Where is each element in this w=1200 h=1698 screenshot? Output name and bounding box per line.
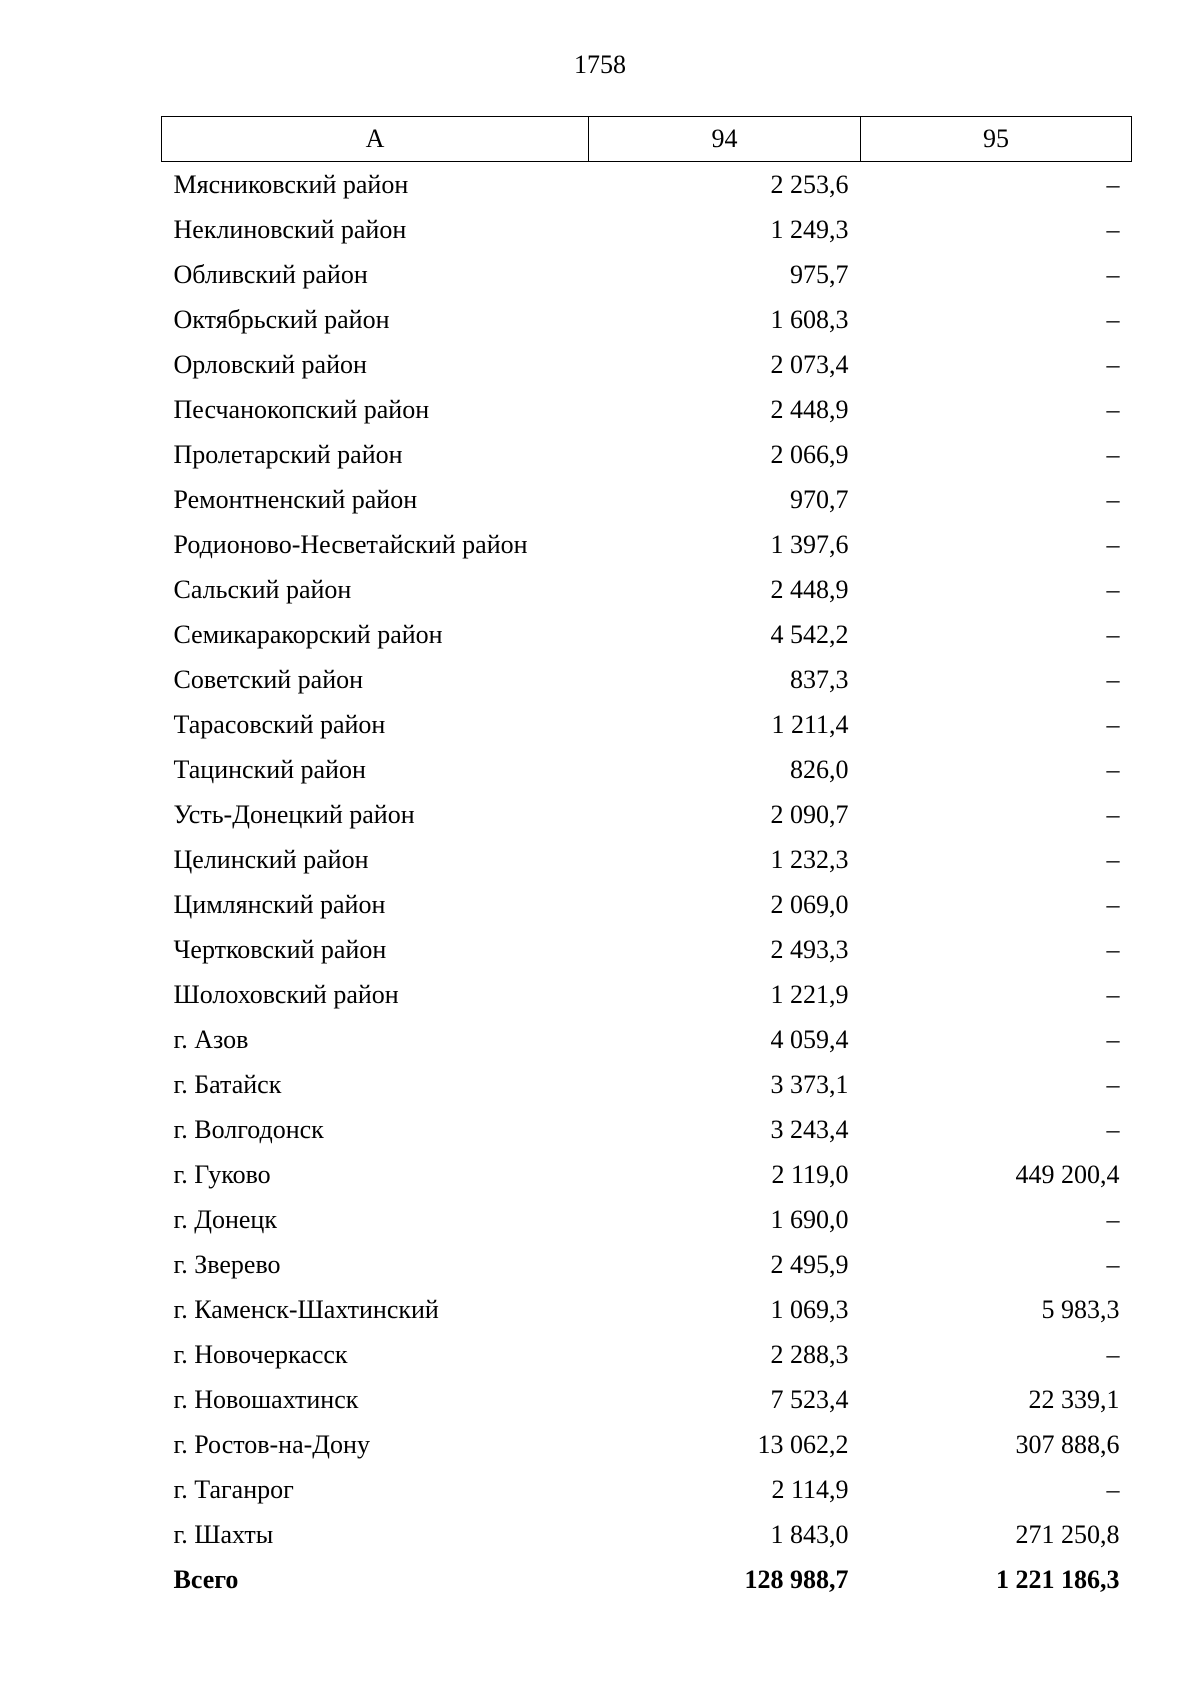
row-value-95-cell: – [1106, 1249, 1120, 1279]
row-value-94-cell: 1 221,9 [770, 979, 849, 1009]
row-value-95-cell: 307 888,6 [1015, 1429, 1120, 1459]
table-row [162, 1332, 1132, 1377]
table-row [162, 207, 1132, 252]
row-value-94-cell: 4 542,2 [770, 619, 849, 649]
row-name-cell: г. Батайск [173, 1069, 282, 1099]
table-row [162, 342, 1132, 387]
row-value-94-cell: 1 690,0 [770, 1204, 849, 1234]
row-value-94-cell: 975,7 [790, 259, 849, 289]
table-row [162, 612, 1132, 657]
row-value-95-cell: – [1106, 1069, 1120, 1099]
table-row [162, 837, 1132, 882]
row-value-94-cell: 2 114,9 [771, 1474, 849, 1504]
table-row [162, 657, 1132, 702]
row-name-cell: г. Ростов-на-Дону [173, 1429, 370, 1459]
row-value-95-cell: – [1106, 1204, 1120, 1234]
row-value-95-cell: – [1106, 169, 1120, 199]
row-name-cell: Ремонтненский район [173, 484, 418, 514]
row-name-cell: Семикаракорский район [173, 619, 443, 649]
header-row [162, 117, 1132, 162]
row-value-95-cell: – [1106, 529, 1120, 559]
table-row [162, 972, 1132, 1017]
row-value-94-cell: 1 397,6 [770, 529, 849, 559]
row-value-95-cell: 5 983,3 [1041, 1294, 1120, 1324]
row-value-95-cell: – [1106, 304, 1120, 334]
row-value-95-cell: – [1106, 619, 1120, 649]
table-row [162, 387, 1132, 432]
row-name-cell: г. Таганрог [173, 1474, 294, 1504]
row-value-94-cell: 2 288,3 [770, 1339, 849, 1369]
table-row [162, 1062, 1132, 1107]
row-name-cell: г. Гуково [173, 1159, 271, 1189]
row-value-95-cell: – [1106, 259, 1120, 289]
row-value-94-cell: 1 608,3 [770, 304, 849, 334]
header-column-94: 94 [589, 117, 861, 162]
row-value-95-cell: – [1106, 754, 1120, 784]
row-value-95-cell: – [1106, 799, 1120, 829]
row-value-94-cell: 1 843,0 [770, 1519, 849, 1549]
row-value-95-cell: – [1106, 214, 1120, 244]
table-row [162, 1422, 1132, 1467]
row-value-94-cell: 2 495,9 [770, 1249, 849, 1279]
row-name-cell: Цимлянский район [173, 889, 386, 919]
total-row [162, 1557, 1132, 1602]
row-value-94-cell: 970,7 [790, 484, 849, 514]
row-value-95-cell: – [1106, 394, 1120, 424]
row-value-94-cell: 2 253,6 [770, 169, 849, 199]
row-value-94-cell: 2 066,9 [770, 439, 849, 469]
row-name-cell: Советский район [173, 664, 364, 694]
table-body [162, 162, 1132, 1603]
row-name-cell: Неклиновский район [173, 214, 407, 244]
row-value-94-cell: 1 069,3 [770, 1294, 849, 1324]
table-row [162, 252, 1132, 297]
row-name-cell: г. Новошахтинск [173, 1384, 359, 1414]
table-row [162, 1467, 1132, 1512]
table-row [162, 477, 1132, 522]
row-name-cell: Шолоховский район [173, 979, 399, 1009]
row-value-95-cell: – [1106, 889, 1120, 919]
row-value-95-cell: – [1106, 1114, 1120, 1144]
row-name-cell: Орловский район [173, 349, 367, 379]
header-column-a: А [162, 117, 589, 162]
row-value-94-cell: 2 493,3 [770, 934, 849, 964]
row-name-cell: г. Каменск-Шахтинский [173, 1294, 439, 1324]
row-value-95-cell: 22 339,1 [1028, 1384, 1120, 1414]
row-value-94-cell: 3 373,1 [770, 1069, 849, 1099]
table-row [162, 1197, 1132, 1242]
row-value-95-cell: – [1106, 484, 1120, 514]
table-row [162, 927, 1132, 972]
row-value-94-cell: 7 523,4 [770, 1384, 849, 1414]
row-value-94-cell: 837,3 [790, 664, 849, 694]
row-name-cell: г. Волгодонск [173, 1114, 324, 1144]
row-value-95-cell: 449 200,4 [1015, 1159, 1120, 1189]
table-row [162, 1017, 1132, 1062]
row-name-cell: Обливский район [173, 259, 368, 289]
row-value-95-cell: – [1106, 349, 1120, 379]
row-value-95-cell: 1 221 186,3 [996, 1564, 1120, 1594]
row-value-95-cell: – [1106, 664, 1120, 694]
row-name-cell: Сальский район [173, 574, 352, 604]
row-name-cell: г. Донецк [173, 1204, 277, 1234]
row-value-94-cell: 2 090,7 [770, 799, 849, 829]
row-name-cell: Мясниковский район [173, 169, 409, 199]
row-value-95-cell: – [1106, 1339, 1120, 1369]
budget-table [161, 116, 1131, 1602]
table-row [162, 882, 1132, 927]
table-row [162, 1377, 1132, 1422]
row-value-94-cell: 2 448,9 [770, 394, 849, 424]
page-number: 1758 [574, 50, 626, 79]
row-name-cell: Целинский район [173, 844, 369, 874]
row-value-94-cell: 1 211,4 [771, 709, 849, 739]
row-value-95-cell: 271 250,8 [1015, 1519, 1120, 1549]
row-name-cell: Октябрьский район [173, 304, 390, 334]
data-table [161, 116, 1132, 1602]
row-name-cell: Усть-Донецкий район [173, 799, 415, 829]
row-name-cell: Пролетарский район [173, 439, 403, 469]
row-value-95-cell: – [1106, 844, 1120, 874]
table-row [162, 567, 1132, 612]
row-value-95-cell: – [1106, 709, 1120, 739]
row-name-cell: г. Азов [173, 1024, 249, 1054]
table-row [162, 747, 1132, 792]
row-value-95-cell: – [1106, 979, 1120, 1009]
table-header [162, 117, 1132, 162]
row-value-94-cell: 826,0 [790, 754, 849, 784]
row-name-cell: Всего [173, 1564, 239, 1594]
row-name-cell: Чертковский район [173, 934, 387, 964]
table-row [162, 1242, 1132, 1287]
row-value-94-cell: 2 119,0 [771, 1159, 849, 1189]
table-row [162, 297, 1132, 342]
table-row [162, 792, 1132, 837]
header-column-95: 95 [861, 117, 1132, 162]
row-value-95-cell: – [1106, 934, 1120, 964]
row-value-95-cell: – [1106, 1474, 1120, 1504]
table-row [162, 162, 1132, 208]
row-value-95-cell: – [1106, 439, 1120, 469]
row-value-94-cell: 2 069,0 [770, 889, 849, 919]
table-row [162, 1107, 1132, 1152]
row-name-cell: Тарасовский район [173, 709, 386, 739]
row-value-95-cell: – [1106, 574, 1120, 604]
table-row [162, 1152, 1132, 1197]
row-value-94-cell: 13 062,2 [757, 1429, 849, 1459]
row-name-cell: Родионово-Несветайский район [173, 529, 528, 559]
row-value-94-cell: 1 232,3 [770, 844, 849, 874]
table-row [162, 432, 1132, 477]
table-row [162, 522, 1132, 567]
row-value-94-cell: 2 073,4 [770, 349, 849, 379]
table-row [162, 1512, 1132, 1557]
table-row [162, 1287, 1132, 1332]
row-value-94-cell: 3 243,4 [770, 1114, 849, 1144]
row-name-cell: г. Зверево [173, 1249, 281, 1279]
row-value-94-cell: 128 988,7 [744, 1564, 849, 1594]
row-name-cell: г. Шахты [173, 1519, 274, 1549]
row-name-cell: г. Новочеркасск [173, 1339, 348, 1369]
row-value-94-cell: 4 059,4 [770, 1024, 849, 1054]
row-name-cell: Песчанокопский район [173, 394, 430, 424]
row-value-94-cell: 1 249,3 [770, 214, 849, 244]
row-value-94-cell: 2 448,9 [770, 574, 849, 604]
row-value-95-cell: – [1106, 1024, 1120, 1054]
table-row [162, 702, 1132, 747]
row-name-cell: Тацинский район [173, 754, 366, 784]
